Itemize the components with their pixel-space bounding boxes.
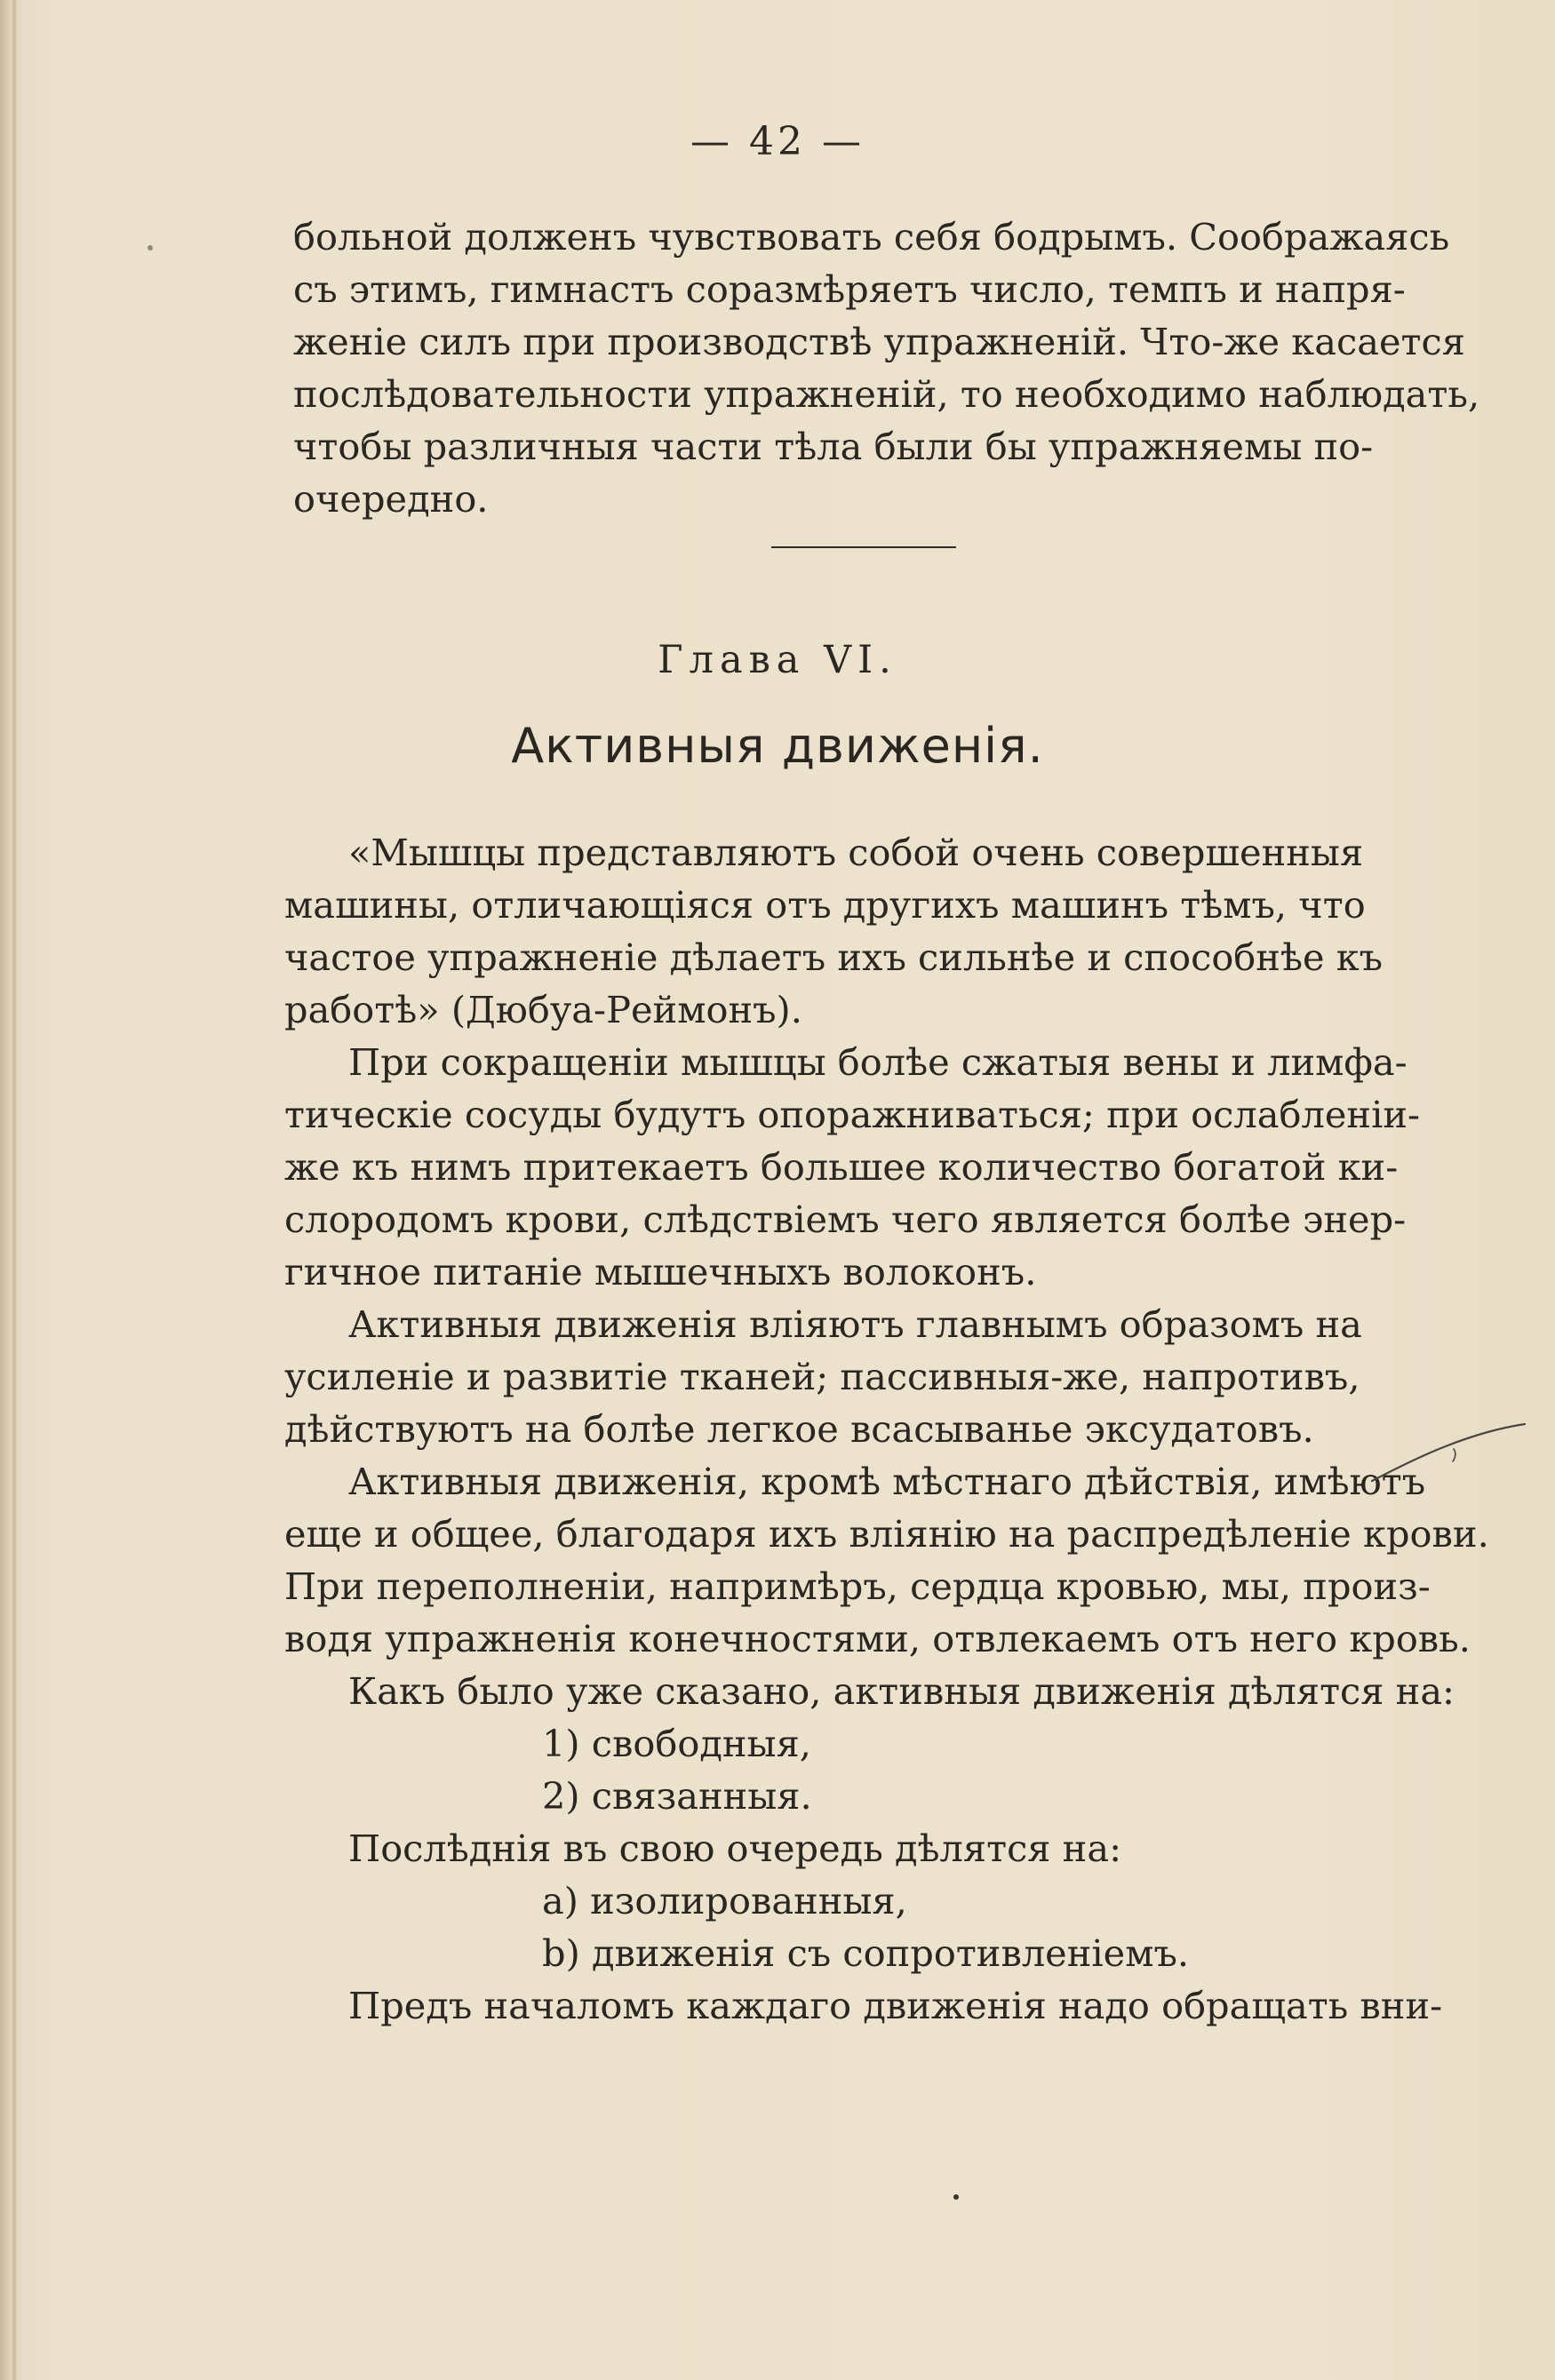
text-line: слородомъ крови, слѣдствіемъ чего является болѣе энер-: [284, 1198, 1407, 1241]
text-line: дѣйствуютъ на болѣе легкое всасыванье эксудатовъ.: [284, 1407, 1314, 1451]
top-paragraph: [293, 211, 1480, 525]
chapter-label: Глава VI.: [658, 638, 897, 682]
text-line: послѣдовательности упражненій, то необходимо наблюдать,: [293, 372, 1480, 416]
text-line: тическіе сосуды будутъ опоражниваться; при ослабленіи-: [284, 1093, 1421, 1136]
chapter-title: Активныя движенія.: [511, 718, 1044, 774]
text-line: чтобы различныя части тѣла были бы упражняемы по-: [293, 425, 1374, 468]
text-line: частое упражненіе дѣлаетъ ихъ сильнѣе и способнѣе къ: [284, 935, 1384, 979]
text-line: женіе силъ при производствѣ упражненій. Что-же касается: [293, 320, 1465, 363]
text-line: При переполненіи, напримѣръ, сердца кровью, мы, произ-: [284, 1564, 1431, 1608]
text-line: гичное питаніе мышечныхъ волоконъ.: [284, 1250, 1037, 1293]
paper-speck: [953, 2194, 959, 2200]
list-item: 2) связанныя.: [542, 1774, 812, 1818]
page-gutter: [12, 0, 16, 2380]
text-line: Активныя движенія вліяютъ главнымъ образомъ на: [348, 1302, 1362, 1346]
text-line: очередно.: [293, 477, 489, 521]
text-line: машины, отличающіяся отъ другихъ машинъ тѣмъ, что: [284, 883, 1366, 927]
text-line: еще и общее, благодаря ихъ вліянію на распредѣленіе крови.: [284, 1512, 1489, 1556]
list-item: a) изолированныя,: [542, 1879, 907, 1922]
text-line: работѣ» (Дюбуа-Реймонъ).: [284, 988, 802, 1031]
body-text: [284, 826, 1489, 2032]
paper-speck: [148, 245, 153, 251]
text-line: Активныя движенія, кромѣ мѣстнаго дѣйствія, имѣютъ: [348, 1460, 1426, 1503]
text-line: водя упражненія конечностями, отвлекаемъ отъ него кровь.: [284, 1617, 1471, 1660]
text-line: больной долженъ чувствовать себя бодрымъ. Соображаясь: [293, 215, 1450, 259]
text-line: Какъ было уже сказано, активныя движенія дѣлятся на:: [348, 1669, 1455, 1713]
text-line: «Мышцы представляютъ собой очень совершенныя: [348, 831, 1364, 874]
pencil-mark-icon: [1368, 1417, 1528, 1488]
section-divider: [771, 546, 956, 548]
list-item: b) движенія съ сопротивленіемъ.: [542, 1931, 1190, 1975]
text-line: Послѣднія въ свою очередь дѣлятся на:: [348, 1827, 1122, 1870]
text-line: При сокращеніи мышцы болѣе сжатыя вены и лимфа-: [348, 1040, 1407, 1084]
text-line: усиленіе и развитіе тканей; пассивныя-же, напротивъ,: [284, 1355, 1360, 1398]
text-line: съ этимъ, гимнастъ соразмѣряетъ число, темпъ и напря-: [293, 267, 1406, 311]
text-line: Предъ началомъ каждаго движенія надо обращать вни-: [348, 1984, 1443, 2027]
page-number: — 42 —: [690, 119, 865, 164]
list-item: 1) свободныя,: [542, 1722, 811, 1765]
text-line: же къ нимъ притекаетъ большее количество богатой ки-: [284, 1145, 1399, 1189]
